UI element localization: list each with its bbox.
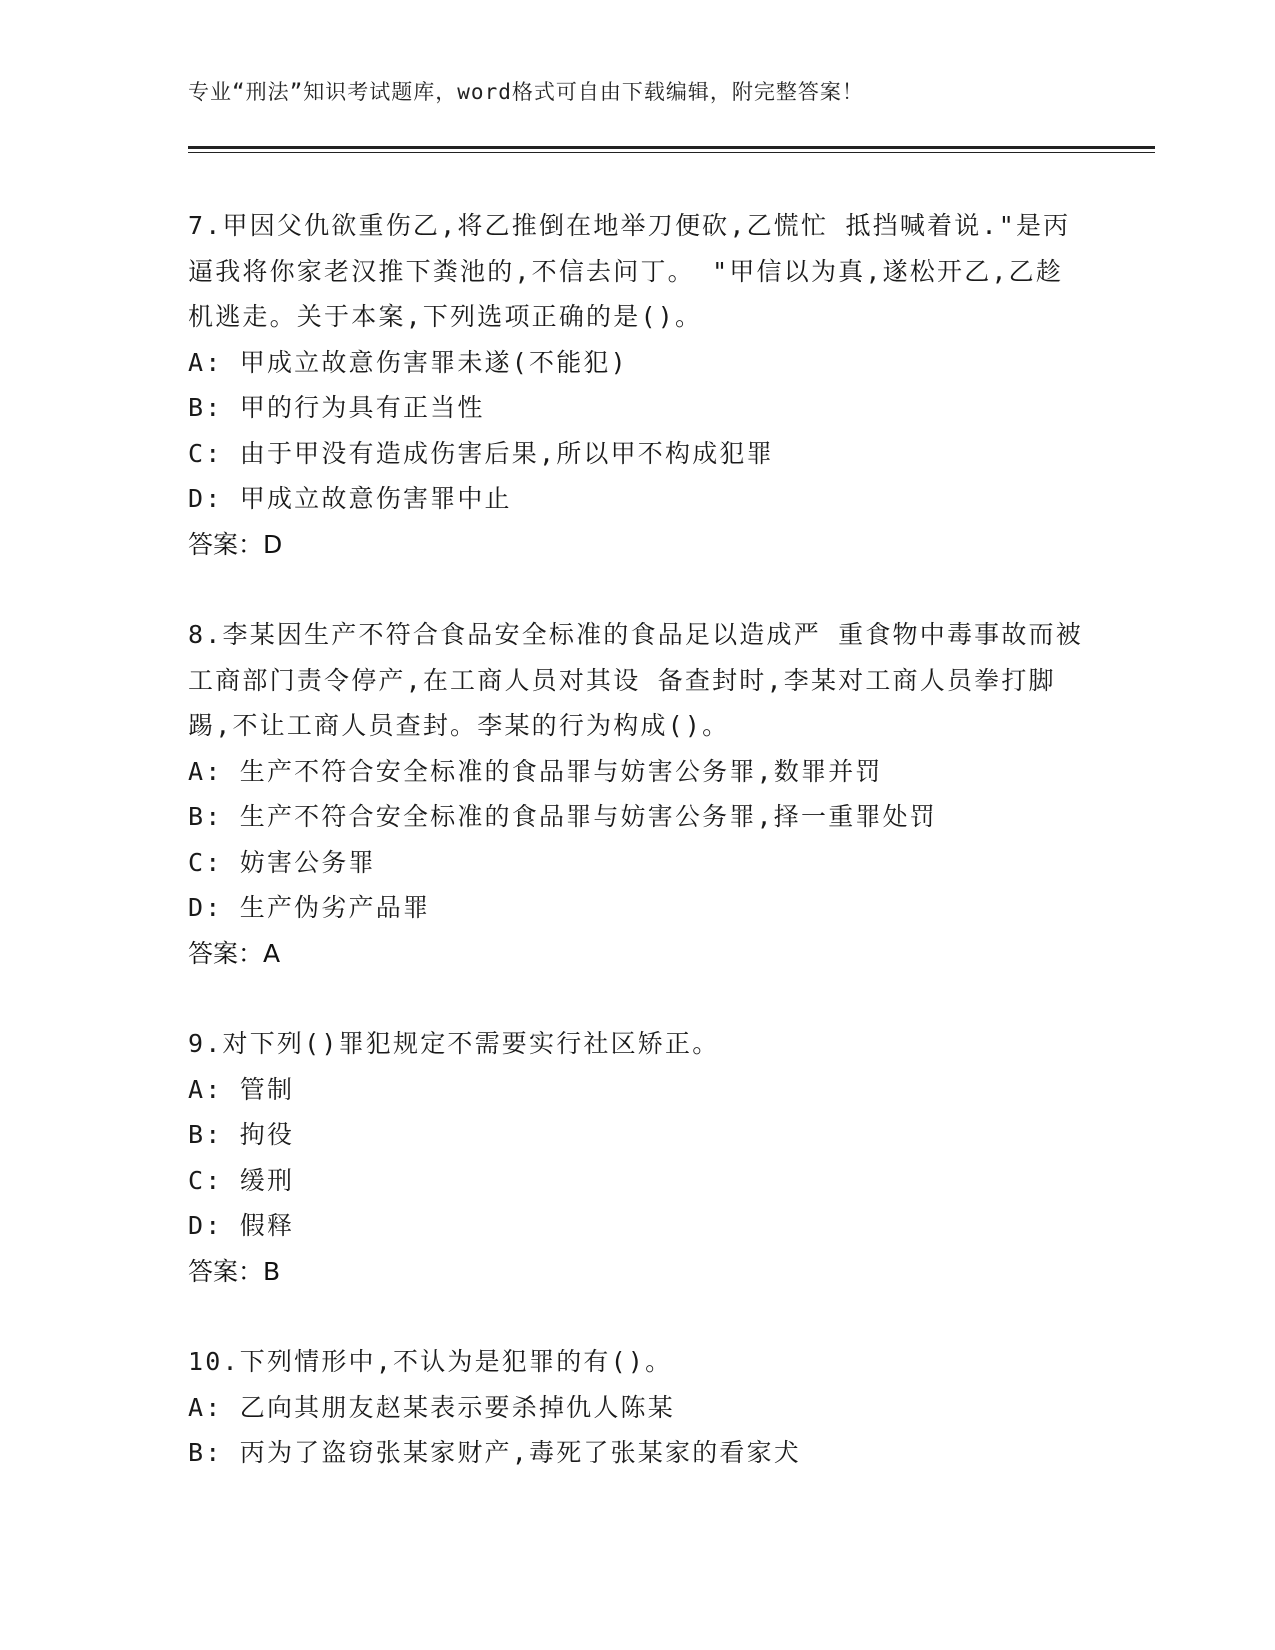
header-divider-thin: [188, 152, 1155, 153]
question-spacer: [188, 976, 1088, 1021]
option-a: A: 甲成立故意伤害罪未遂(不能犯): [188, 347, 628, 377]
option-b: B: 甲的行为具有正当性: [188, 393, 485, 422]
option-b: B: 生产不符合安全标准的食品罪与妨害公务罪,择一重罪处罚: [188, 802, 938, 831]
option-c: C: 由于甲没有造成伤害后果,所以甲不构成犯罪: [188, 438, 774, 468]
question-10: [188, 1339, 1088, 1476]
option-a: A: 乙向其朋友赵某表示要杀掉仇人陈某: [188, 1392, 675, 1422]
question-9: [188, 1021, 1088, 1294]
option-c: C: 缓刑: [188, 1165, 295, 1195]
option-d: D: 生产伪劣产品罪: [188, 893, 431, 922]
question-stem: 10.下列情形中,不认为是犯罪的有()。: [188, 1347, 673, 1376]
option-a: A: 管制: [188, 1074, 295, 1104]
option-a: A: 生产不符合安全标准的食品罪与妨害公务罪,数罪并罚: [188, 756, 883, 786]
option-b: B: 拘役: [188, 1120, 295, 1149]
option-c: C: 妨害公务罪: [188, 847, 376, 877]
answer: 答案：A: [188, 938, 281, 968]
question-8: [188, 612, 1088, 976]
option-d: D: 假释: [188, 1211, 295, 1240]
question-stem: 7.甲因父仇欲重伤乙,将乙推倒在地举刀便砍,乙慌忙 抵挡喊着说."是丙逼我将你家老汉推下粪池的,不信去问丁。 "甲信以为真,遂松开乙,乙趁机逃走。关于本案,下列选项正确的是()。: [188, 211, 1071, 331]
page-header: 专业“刑法”知识考试题库，word格式可自由下载编辑，附完整答案！: [188, 80, 864, 104]
question-7: [188, 203, 1088, 567]
answer: 答案：D: [188, 529, 283, 559]
question-stem: 9.对下列()罪犯规定不需要实行社区矫正。: [188, 1029, 720, 1058]
option-b: B: 丙为了盗窃张某家财产,毒死了张某家的看家犬: [188, 1438, 802, 1467]
header-divider: [188, 146, 1155, 149]
question-list: [188, 203, 1088, 1476]
question-spacer: [188, 1294, 1088, 1339]
answer: 答案：B: [188, 1256, 281, 1286]
question-stem: 8.李某因生产不符合食品安全标准的食品足以造成严 重食物中毒事故而被工商部门责令停产,在工商人员对其设 备查封时,李某对工商人员拳打脚踢,不让工商人员查封。李某的行为构成()。: [188, 620, 1083, 740]
question-spacer: [188, 567, 1088, 612]
option-d: D: 甲成立故意伤害罪中止: [188, 484, 512, 513]
